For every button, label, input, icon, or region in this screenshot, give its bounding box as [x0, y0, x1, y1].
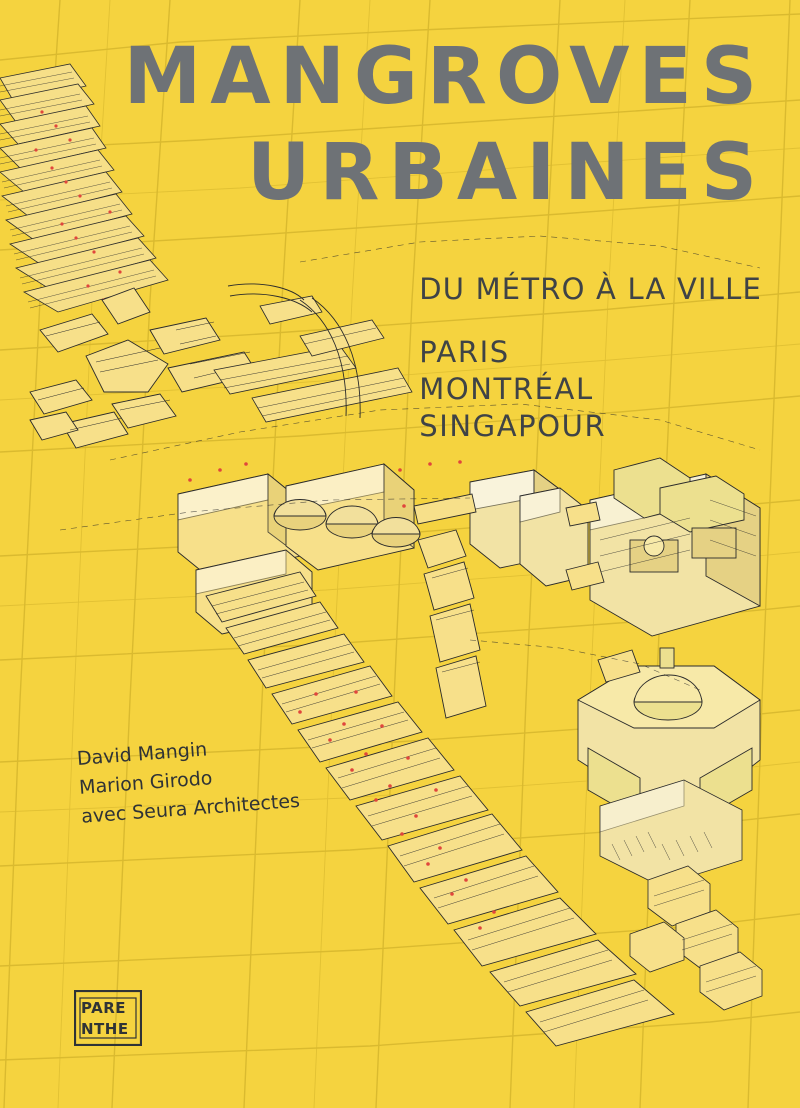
city-paris: PARIS [419, 335, 510, 369]
author-line-3: avec Seura Architectes [80, 789, 301, 828]
subtitle-block [419, 272, 762, 444]
cities-list [419, 334, 762, 444]
publisher-logo-text-top: PARE [81, 999, 127, 1017]
book-title-line-2: URBAINES [247, 128, 766, 219]
city-singapour: SINGAPOUR [419, 408, 607, 443]
authors-block [76, 729, 301, 831]
author-line-2: Marion Girodo [78, 767, 214, 799]
author-line-1: David Mangin [76, 738, 208, 770]
book-subtitle: DU MÉTRO À LA VILLE [419, 272, 762, 306]
city-montreal: MONTRÉAL [419, 371, 594, 406]
publisher-logo [74, 990, 142, 1046]
book-title-line-1: MANGROVES [123, 32, 766, 122]
publisher-logo-text-bottom: NTHE [81, 1020, 129, 1038]
